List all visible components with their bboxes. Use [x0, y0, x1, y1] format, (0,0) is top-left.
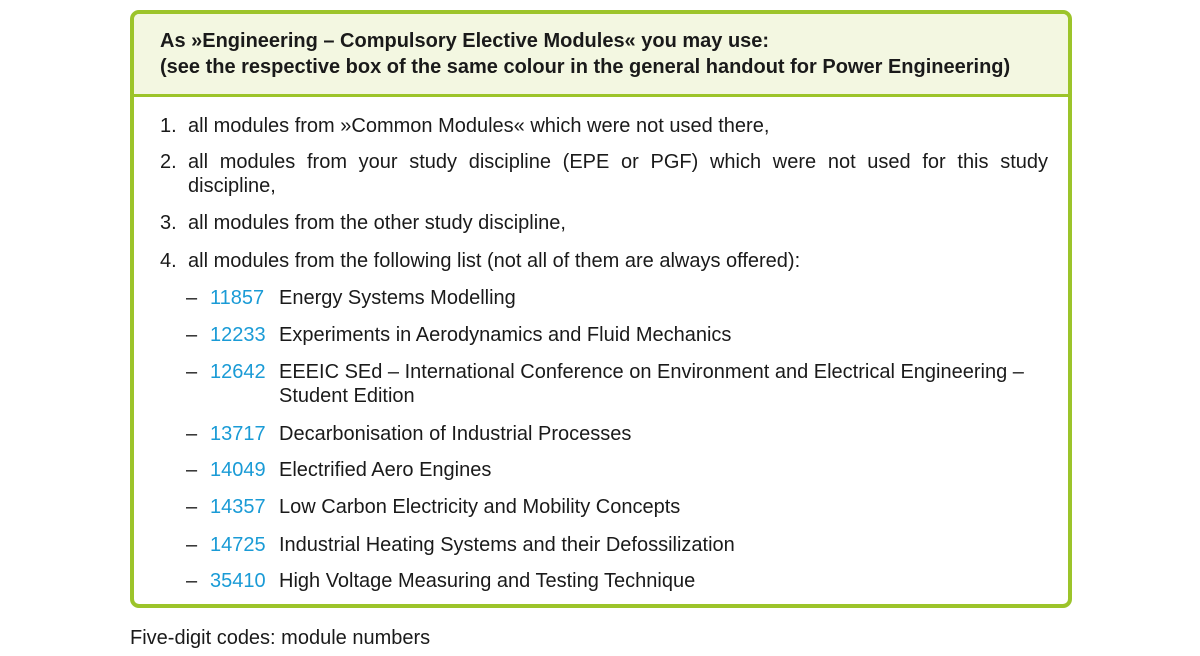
module-code: 13717: [210, 423, 266, 445]
module-code: 35410: [210, 570, 266, 592]
list-item-number: 1.: [160, 115, 177, 137]
module-dash: –: [186, 570, 198, 592]
module-title: Industrial Heating Systems and their Defossilization: [279, 534, 735, 556]
module-code: 14049: [210, 459, 266, 481]
list-item-text: all modules from the other study discipline,: [188, 212, 566, 234]
module-dash: –: [186, 496, 198, 518]
module-dash: –: [186, 534, 198, 556]
module-title: High Voltage Measuring and Testing Technique: [279, 570, 696, 592]
elective-modules-box: [130, 10, 1072, 608]
module-dash: –: [186, 361, 198, 383]
module-code: 14357: [210, 496, 266, 518]
header-line-1: As »Engineering – Compulsory Elective Modules« you may use:: [160, 30, 770, 52]
module-dash: –: [186, 423, 198, 445]
list-item-text: all modules from the following list (not all of them are always offered):: [188, 250, 801, 272]
list-item-text: all modules from your study discipline (EPE or PGF) which were not used for this study discipline,: [188, 151, 1048, 197]
box-header: [134, 14, 1068, 97]
module-title: Decarbonisation of Industrial Processes: [279, 423, 632, 445]
module-code: 11857: [210, 287, 265, 309]
module-title: Energy Systems Modelling: [279, 287, 516, 309]
module-title: Low Carbon Electricity and Mobility Concepts: [279, 496, 681, 518]
module-code: 14725: [210, 534, 266, 556]
module-dash: –: [186, 324, 198, 346]
module-title: Electrified Aero Engines: [279, 459, 492, 481]
list-item-number: 4.: [160, 250, 177, 272]
module-title: Experiments in Aerodynamics and Fluid Mechanics: [279, 324, 732, 346]
module-title: EEEIC SEd – International Conference on Environment and Electrical Engineering – Student Edition: [279, 361, 1024, 407]
list-item-number: 3.: [160, 212, 177, 234]
module-dash: –: [186, 287, 198, 309]
header-line-2: (see the respective box of the same colour in the general handout for Power Engineering): [160, 56, 1011, 78]
module-code: 12642: [210, 361, 266, 383]
list-item-text: all modules from »Common Modules« which were not used there,: [188, 115, 770, 137]
list-item-number: 2.: [160, 151, 177, 173]
footnote: Five-digit codes: module numbers: [130, 627, 431, 649]
module-code: 12233: [210, 324, 266, 346]
module-dash: –: [186, 459, 198, 481]
